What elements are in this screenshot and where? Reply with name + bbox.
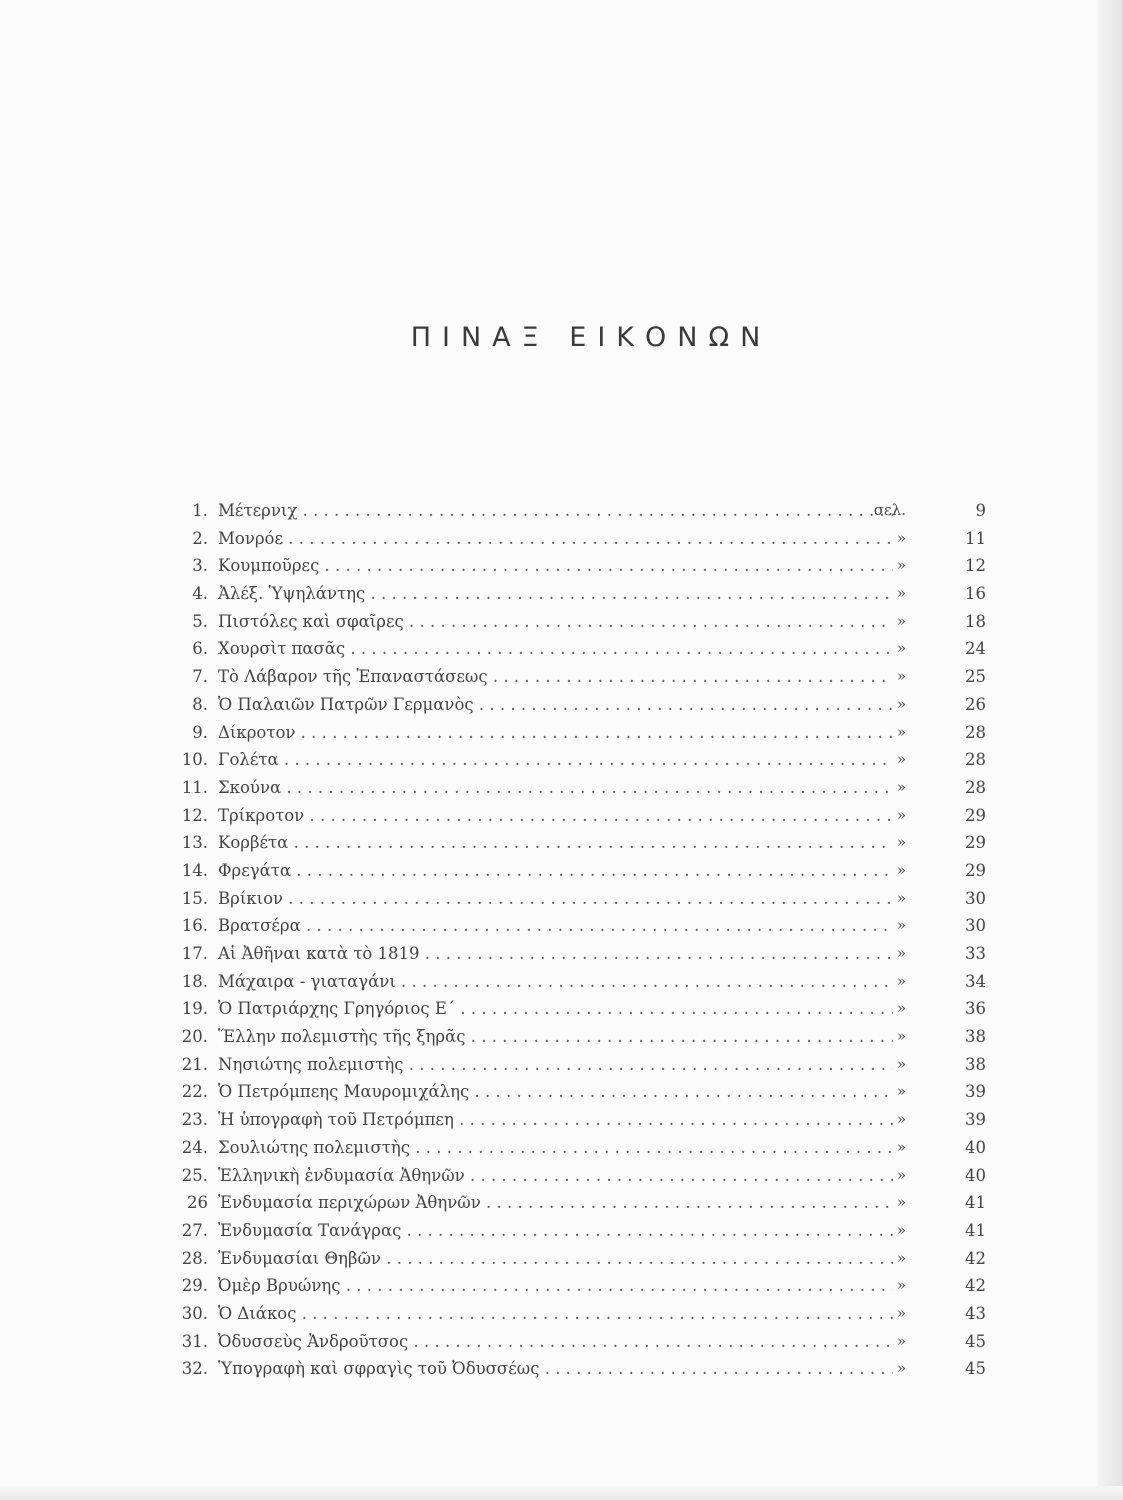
page-title: ΠΙΝΑΞ ΕΙΚΟΝΩΝ xyxy=(410,322,772,353)
toc-entry-label: Ἐνδυμασία Τανάγρας . . . xyxy=(218,1217,893,1245)
toc-entry-page-ref: » xyxy=(896,1027,906,1046)
toc-row xyxy=(150,940,990,968)
toc-entry-label: Ἡ ὑπογραφὴ τοῦ Πετρόμπεη . . . xyxy=(218,1106,893,1134)
toc-entry-number: 3. xyxy=(192,556,208,576)
toc-entry-number: 20. xyxy=(181,1027,208,1047)
toc-row xyxy=(150,1217,990,1245)
toc-entry-page-ref: » xyxy=(896,1220,906,1239)
toc-entry-page-ref: » xyxy=(896,944,906,962)
toc-entry-page-ref: » xyxy=(896,1082,906,1101)
toc-entry-label: Μονρόε . . . xyxy=(218,525,893,553)
toc-entry-number: 5. xyxy=(192,611,208,631)
toc-entry-page-ref: » xyxy=(896,694,906,713)
toc-entry-page-number: 42 xyxy=(965,1276,986,1296)
toc-row xyxy=(150,857,990,885)
toc-entry-number: 24. xyxy=(181,1137,208,1157)
toc-entry-number: 16. xyxy=(181,916,208,936)
toc-entry-number: 26 xyxy=(187,1193,208,1213)
toc-entry-page-ref: » xyxy=(896,888,906,907)
toc-entry-label: Ὁ Διάκος . . . xyxy=(218,1300,893,1328)
toc-row xyxy=(150,746,990,774)
toc-entry-page-number: 9 xyxy=(975,501,986,520)
toc-row xyxy=(150,552,990,580)
toc-entry-page-ref: » xyxy=(896,805,906,824)
toc-entry-label: Σουλιώτης πολεμιστὴς . . . xyxy=(218,1134,893,1162)
page-bottom-shadow xyxy=(0,1486,1123,1500)
toc-entry-page-ref: » xyxy=(896,667,906,686)
toc-entry-label: Νησιώτης πολεμιστὴς . . . xyxy=(218,1051,893,1079)
toc-entry-page-number: 33 xyxy=(965,944,986,963)
toc-entry-page-number: 36 xyxy=(965,999,986,1019)
toc-entry-page-ref: » xyxy=(896,916,906,935)
toc-entry-page-number: 45 xyxy=(965,1359,986,1379)
toc-entry-page-number: 45 xyxy=(965,1331,986,1351)
page-edge-shadow xyxy=(1098,0,1122,1500)
toc-entry-label: Ὁ Πατριάρχης Γρηγόριος Ε΄ . . . xyxy=(218,995,893,1023)
toc-entry-page-number: 39 xyxy=(965,1110,986,1130)
toc-entry-number: 8. xyxy=(192,694,208,714)
toc-row xyxy=(150,829,990,857)
toc-entry-page-number: 26 xyxy=(965,694,986,714)
toc-entry-page-ref: » xyxy=(896,1331,906,1350)
toc-row xyxy=(150,1300,990,1328)
toc-entry-label: Κουμποῦρες . . . xyxy=(218,552,893,580)
toc-entry-page-ref: » xyxy=(896,1248,906,1267)
toc-entry-label: Αἱ Ἀθῆναι κατὰ τὸ 1819 . . . xyxy=(218,940,893,968)
toc-entry-number: 21. xyxy=(181,1054,208,1074)
toc-row xyxy=(150,608,990,636)
toc-entry-label: Ἑλληνικὴ ἐνδυμασία Ἀθηνῶν . . . xyxy=(218,1162,893,1190)
toc-entry-number: 1. xyxy=(192,501,208,520)
toc-entry-page-ref: » xyxy=(896,1193,906,1212)
toc-row xyxy=(150,968,990,996)
toc-row xyxy=(150,1245,990,1273)
toc-row xyxy=(150,1023,990,1051)
toc-entry-page-ref: » xyxy=(896,556,906,575)
toc-entry-label: Ὑπογραφὴ καὶ σφραγὶς τοῦ Ὀδυσσέως . . . xyxy=(218,1355,893,1383)
toc-entry-page-number: 43 xyxy=(965,1303,986,1323)
toc-entry-page-ref: » xyxy=(896,639,906,658)
toc-entry-number: 19. xyxy=(181,999,208,1019)
toc-row xyxy=(150,1078,990,1106)
toc-row xyxy=(150,1272,990,1300)
toc-entry-page-ref: » xyxy=(896,1137,906,1156)
toc-entry-page-number: 18 xyxy=(965,611,986,631)
toc-entry-number: 31. xyxy=(181,1331,208,1351)
toc-entry-page-number: 29 xyxy=(965,860,986,880)
toc-entry-page-number: 16 xyxy=(965,584,986,604)
toc-entry-page-ref: » xyxy=(896,999,906,1018)
toc-entry-page-ref: » xyxy=(896,1359,906,1378)
toc-entry-number: 6. xyxy=(192,639,208,659)
toc-entry-page-ref: » xyxy=(896,777,906,796)
toc-entry-label: Μέτερνιχ . . . xyxy=(218,497,893,525)
toc-entry-label: Τὸ Λάβαρον τῆς Ἐπαναστάσεως . . . xyxy=(218,663,893,691)
toc-entry-page-ref: » xyxy=(896,584,906,603)
toc-entry-label: Ἀλέξ. Ὑψηλάντης . . . xyxy=(218,580,893,608)
toc-row xyxy=(150,912,990,940)
toc-entry-number: 9. xyxy=(192,722,208,742)
toc-entry-page-number: 30 xyxy=(965,888,986,908)
toc-entry-page-number: 41 xyxy=(965,1220,986,1240)
toc-entry-label: Ὁ Παλαιῶν Πατρῶν Γερμανὸς . . . xyxy=(218,691,893,719)
toc-entry-number: 2. xyxy=(192,528,208,548)
toc-entry-page-number: 42 xyxy=(965,1248,986,1268)
toc-row xyxy=(150,635,990,663)
toc-entry-number: 23. xyxy=(181,1110,208,1130)
toc-row xyxy=(150,719,990,747)
toc-entry-page-number: 25 xyxy=(965,667,986,687)
toc-row xyxy=(150,1355,990,1383)
toc-entry-label: Κορβέτα . . . xyxy=(218,829,893,857)
toc-entry-page-ref: σελ. xyxy=(873,501,906,519)
toc-row xyxy=(150,995,990,1023)
toc-row xyxy=(150,1162,990,1190)
toc-entry-page-ref: » xyxy=(896,750,906,769)
toc-entry-number: 28. xyxy=(181,1248,208,1268)
toc-entry-page-number: 29 xyxy=(965,833,986,853)
toc-row xyxy=(150,802,990,830)
toc-entry-number: 10. xyxy=(181,750,208,770)
toc-entry-page-number: 38 xyxy=(965,1027,986,1047)
toc-entry-label: Φρεγάτα . . . xyxy=(218,857,893,885)
toc-entry-page-ref: » xyxy=(896,971,906,990)
toc-entry-number: 22. xyxy=(181,1082,208,1102)
toc-entry-page-number: 28 xyxy=(965,750,986,770)
toc-entry-label: Ὀμὲρ Βρυώνης . . . xyxy=(218,1272,893,1300)
toc-entry-label: Βρατσέρα . . . xyxy=(218,912,893,940)
toc-row xyxy=(150,691,990,719)
toc-entry-number: 27. xyxy=(181,1220,208,1240)
table-of-contents xyxy=(150,497,990,1383)
toc-entry-page-ref: » xyxy=(896,1276,906,1295)
toc-entry-number: 4. xyxy=(192,584,208,604)
toc-entry-page-ref: » xyxy=(896,528,906,547)
toc-row xyxy=(150,663,990,691)
toc-entry-number: 32. xyxy=(181,1359,208,1379)
toc-entry-page-ref: » xyxy=(896,611,906,630)
toc-entry-number: 11. xyxy=(181,777,208,797)
toc-entry-page-number: 30 xyxy=(965,916,986,936)
toc-entry-number: 15. xyxy=(181,888,208,908)
toc-entry-label: Ἕλλην πολεμιστὴς τῆς ξηρᾶς . . . xyxy=(218,1023,893,1051)
toc-row xyxy=(150,525,990,553)
toc-entry-number: 14. xyxy=(181,860,208,880)
toc-entry-page-ref: » xyxy=(896,1110,906,1129)
toc-entry-page-number: 40 xyxy=(965,1137,986,1157)
toc-row xyxy=(150,1328,990,1356)
toc-entry-number: 12. xyxy=(181,805,208,825)
toc-entry-label: Χουρσὶτ πασᾶς . . . xyxy=(218,635,893,663)
toc-entry-label: Πιστόλες καὶ σφαῖρες . . . xyxy=(218,608,893,636)
toc-row xyxy=(150,1106,990,1134)
toc-entry-number: 13. xyxy=(181,833,208,853)
toc-entry-label: Δίκροτον . . . xyxy=(218,719,893,747)
toc-entry-page-number: 28 xyxy=(965,722,986,742)
toc-row xyxy=(150,497,990,525)
toc-entry-page-ref: » xyxy=(896,860,906,879)
toc-entry-page-number: 12 xyxy=(965,556,986,576)
toc-entry-number: 30. xyxy=(181,1303,208,1323)
toc-entry-page-ref: » xyxy=(896,833,906,852)
toc-entry-page-number: 40 xyxy=(965,1165,986,1185)
toc-entry-page-number: 24 xyxy=(965,639,986,659)
toc-entry-page-number: 11 xyxy=(965,528,986,548)
toc-entry-page-number: 28 xyxy=(965,777,986,797)
toc-entry-label: Τρίκροτον . . . xyxy=(218,802,893,830)
toc-entry-page-ref: » xyxy=(896,1054,906,1073)
toc-entry-label: Σκούνα . . . xyxy=(218,774,893,802)
toc-entry-page-number: 38 xyxy=(965,1054,986,1074)
toc-entry-label: Γολέτα . . . xyxy=(218,746,893,774)
toc-entry-page-number: 29 xyxy=(965,805,986,825)
toc-entry-number: 29. xyxy=(181,1276,208,1296)
toc-row xyxy=(150,1189,990,1217)
toc-entry-page-ref: » xyxy=(896,1303,906,1322)
toc-entry-label: Ὀδυσσεὺς Ἀνδροῦτσος . . . xyxy=(218,1328,893,1356)
toc-entry-label: Ἐνδυμασία περιχώρων Ἀθηνῶν . . . xyxy=(218,1189,893,1217)
toc-row xyxy=(150,885,990,913)
toc-entry-page-ref: » xyxy=(896,1165,906,1184)
toc-entry-page-ref: » xyxy=(896,722,906,741)
toc-entry-number: 18. xyxy=(181,971,208,991)
toc-row xyxy=(150,1051,990,1079)
toc-entry-label: Ὁ Πετρόμπεης Μαυρομιχάλης . . . xyxy=(218,1078,893,1106)
toc-entry-page-number: 39 xyxy=(965,1082,986,1102)
toc-entry-page-number: 34 xyxy=(965,971,986,991)
toc-entry-label: Μάχαιρα - γιαταγάνι . . . xyxy=(218,968,893,996)
toc-entry-number: 7. xyxy=(192,667,208,687)
toc-entry-label: Ἐνδυμασίαι Θηβῶν . . . xyxy=(218,1245,893,1273)
toc-entry-label: Βρίκιον . . . xyxy=(218,885,893,913)
toc-row xyxy=(150,1134,990,1162)
toc-entry-number: 17. xyxy=(181,944,208,963)
toc-row xyxy=(150,580,990,608)
toc-row xyxy=(150,774,990,802)
toc-entry-page-number: 41 xyxy=(965,1193,986,1213)
toc-entry-number: 25. xyxy=(181,1165,208,1185)
